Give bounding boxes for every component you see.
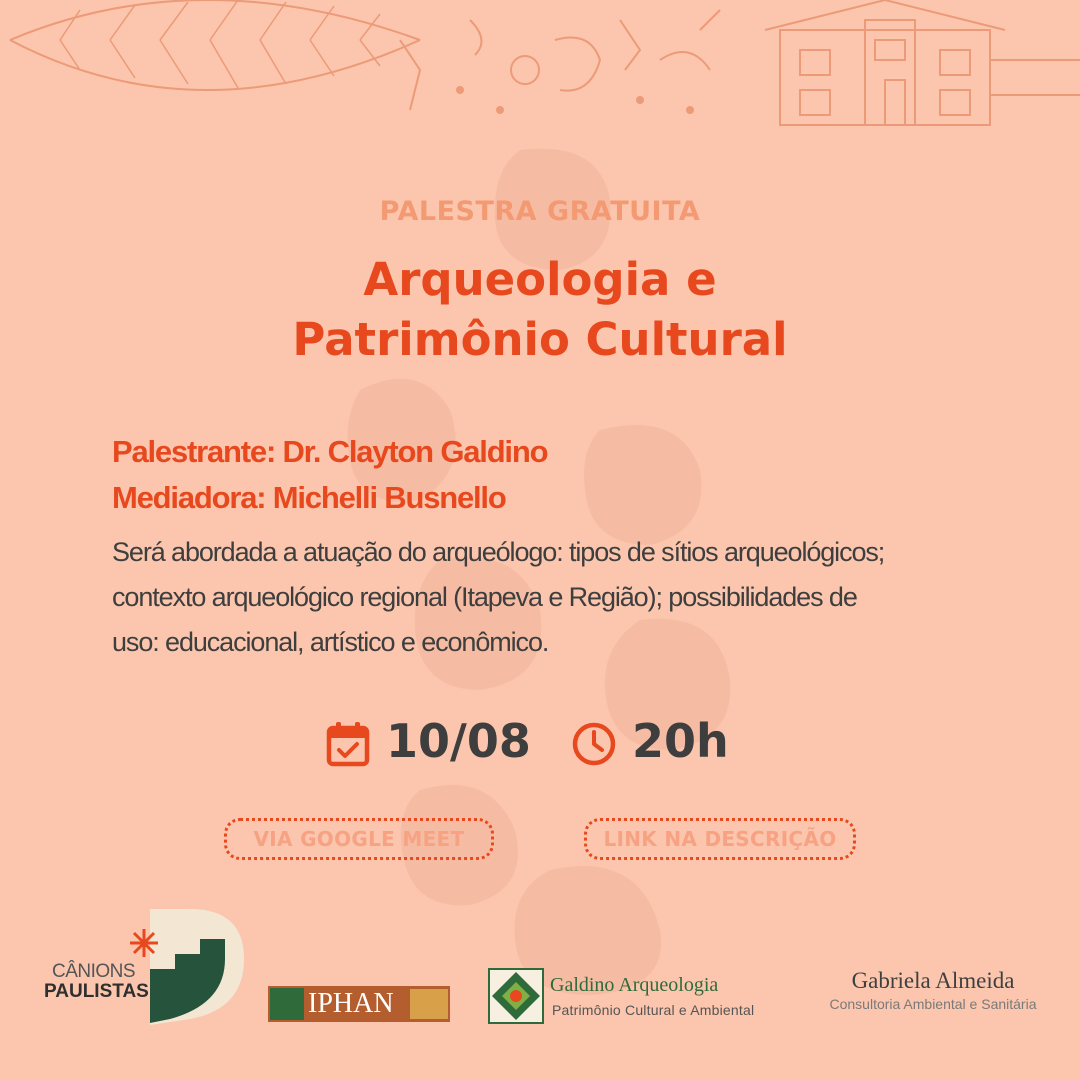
gabriela-tagline: Consultoria Ambiental e Sanitária <box>829 996 1037 1012</box>
event-title <box>0 250 1080 370</box>
gabriela-almeida-logo <box>808 968 1058 1022</box>
title-line-2: Patrimônio Cultural <box>292 313 788 366</box>
canions-paulistas-logo <box>44 905 254 1030</box>
canions-line-1: CÂNIONS <box>52 961 136 982</box>
speaker-name: Palestrante: Dr. Clayton Galdino <box>112 434 548 469</box>
canions-line-2: PAULISTAS <box>44 981 149 1002</box>
event-schedule <box>0 712 1080 776</box>
event-description <box>112 530 982 665</box>
event-kicker: PALESTRA GRATUITA <box>379 196 701 227</box>
iphan-subtitle-block <box>410 989 448 1019</box>
mediator-name: Mediadora: Michelli Busnello <box>112 480 506 515</box>
canions-shape-icon <box>130 909 244 1027</box>
iphan-emblem-icon <box>270 988 304 1020</box>
galdino-emblem-icon <box>488 968 544 1024</box>
event-time: 20h <box>632 714 729 768</box>
description-line-1: Será abordada a atuação do arqueólogo: tipos de sítios arqueológicos; <box>112 537 885 567</box>
decorative-header-illustration <box>0 0 1080 130</box>
title-line-1: Arqueologia e <box>363 253 717 306</box>
galdino-name: Galdino Arqueologia <box>550 974 719 996</box>
calendar-check-icon <box>324 720 372 768</box>
link-badge[interactable]: LINK NA DESCRIÇÃO <box>584 818 856 860</box>
description-line-3: uso: educacional, artístico e econômico. <box>112 627 549 657</box>
platform-badge: VIA GOOGLE MEET <box>224 818 494 860</box>
event-date: 10/08 <box>386 714 531 768</box>
galdino-tagline: Patrimônio Cultural e Ambiental <box>552 1002 755 1018</box>
iphan-logo <box>268 986 450 1022</box>
gabriela-name: Gabriela Almeida <box>851 968 1015 993</box>
iphan-name: IPHAN <box>308 988 394 1019</box>
clock-icon <box>570 720 618 768</box>
description-line-2: contexto arqueológico regional (Itapeva e Região); possibilidades de <box>112 582 857 612</box>
galdino-arqueologia-logo <box>488 968 788 1026</box>
